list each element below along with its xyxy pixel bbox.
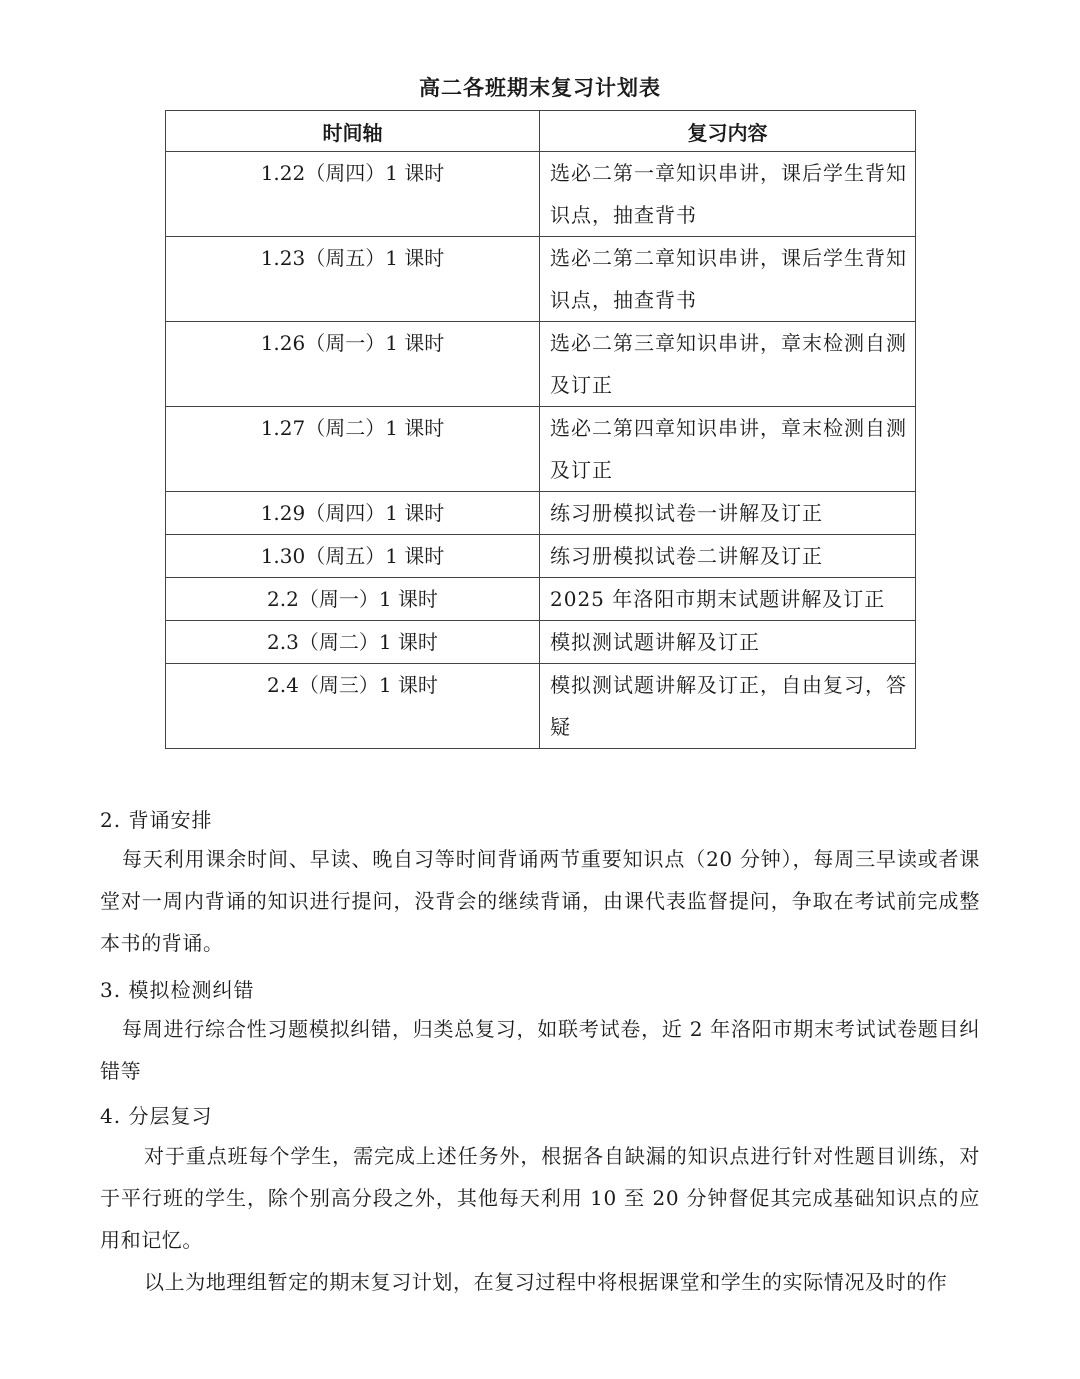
- section-body-recitation: 每天利用课余时间、早读、晚自习等时间背诵两节重要知识点（20 分钟），每周三早读或者课堂对一周内背诵的知识进行提问，没背会的继续背诵，由课代表监督提问，争取在考试前完成整本书的背诵。: [100, 847, 980, 955]
- review-plan-table: [165, 110, 916, 749]
- row-time: 1.22（周四）1 课时: [166, 152, 540, 237]
- row-content: [540, 322, 916, 407]
- header-review-content: 复习内容: [540, 111, 916, 152]
- row-content: [540, 578, 916, 621]
- row-content-text: 模拟测试题讲解及订正: [550, 630, 760, 654]
- row-time: 2.3（周二）1 课时: [166, 621, 540, 664]
- row-content: [540, 152, 916, 237]
- row-time: 2.2（周一）1 课时: [166, 578, 540, 621]
- table-row: [166, 237, 916, 322]
- row-content: [540, 237, 916, 322]
- table-row: [166, 578, 916, 621]
- row-content: [540, 492, 916, 535]
- row-time: 1.23（周五）1 课时: [166, 237, 540, 322]
- section-heading-tiered-review: 4. 分层复习: [100, 1104, 213, 1128]
- table-row: [166, 621, 916, 664]
- document-title: 高二各班期末复习计划表: [419, 76, 661, 100]
- row-time: 1.27（周二）1 课时: [166, 407, 540, 492]
- row-time: 1.30（周五）1 课时: [166, 535, 540, 578]
- row-content: [540, 535, 916, 578]
- table-row: [166, 492, 916, 535]
- row-content: [540, 407, 916, 492]
- section-heading-mock-test: 3. 模拟检测纠错: [100, 978, 255, 1002]
- table-row: [166, 535, 916, 578]
- row-time: 2.4（周三）1 课时: [166, 664, 540, 749]
- row-time: 1.26（周一）1 课时: [166, 322, 540, 407]
- header-time-axis: 时间轴: [166, 111, 540, 152]
- closing-paragraph: 以上为地理组暂定的期末复习计划，在复习过程中将根据课堂和学生的实际情况及时的作: [144, 1270, 948, 1294]
- row-content-text: 练习册模拟试卷一讲解及订正: [550, 501, 823, 525]
- section-heading-recitation: 2. 背诵安排: [100, 808, 213, 832]
- row-content-text: 模拟测试题讲解及订正，自由复习，答疑: [550, 673, 907, 739]
- row-content-text: 选必二第一章知识串讲，课后学生背知识点，抽查背书: [550, 161, 907, 227]
- row-content: [540, 664, 916, 749]
- table-row: [166, 152, 916, 237]
- table-header-row: [166, 111, 916, 152]
- section-body-mock-test: 每周进行综合性习题模拟纠错，归类总复习，如联考试卷，近 2 年洛阳市期末考试试卷题目纠错等: [100, 1017, 980, 1083]
- table-row: [166, 664, 916, 749]
- row-time: 1.29（周四）1 课时: [166, 492, 540, 535]
- section-body-tiered-review: 对于重点班每个学生，需完成上述任务外，根据各自缺漏的知识点进行针对性题目训练，对于平行班的学生，除个别高分段之外，其他每天利用 10 至 20 分钟督促其完成基础知识点的应用和记忆。: [100, 1144, 980, 1252]
- row-content: [540, 621, 916, 664]
- row-content-text: 练习册模拟试卷二讲解及订正: [550, 544, 823, 568]
- table-row: [166, 322, 916, 407]
- table-row: [166, 407, 916, 492]
- row-content-text: 选必二第三章知识串讲，章末检测自测及订正: [550, 331, 907, 397]
- row-content-text: 选必二第二章知识串讲，课后学生背知识点，抽查背书: [550, 246, 907, 312]
- row-content-text: 选必二第四章知识串讲，章末检测自测及订正: [550, 416, 907, 482]
- row-content-text: 2025 年洛阳市期末试题讲解及订正: [550, 587, 886, 611]
